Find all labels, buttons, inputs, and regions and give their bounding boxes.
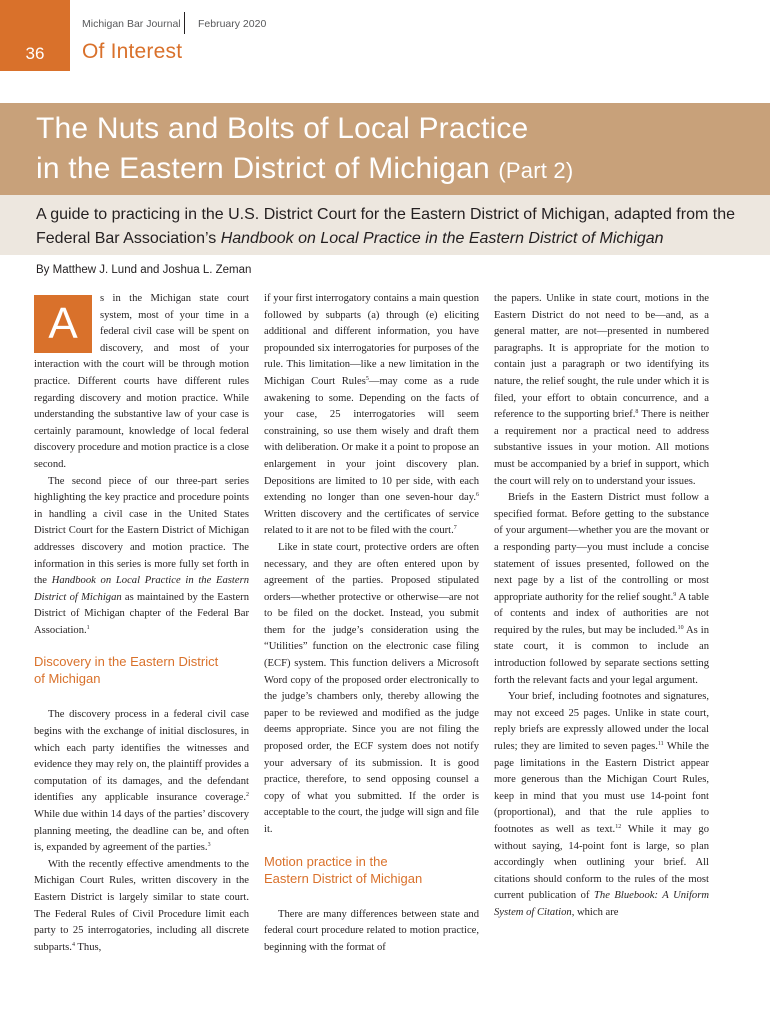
column-3	[494, 291, 709, 922]
paragraph-text: the papers. Unlike in state court, motions in the Eastern District do not need to be—and, as a general matter, are not—presented in numbered paragraphs. It is appropriate for the motion to contain just a paragraph or two identifying its nature, the relief sought, the rule under which it is filed, your effort to obtain concurrence, and a reference to the supporting brief.	[494, 293, 709, 421]
footnote-ref: 10	[677, 624, 684, 631]
footnote-ref: 8	[635, 409, 639, 416]
article-title-line-1: The Nuts and Bolts of Local Practice	[36, 112, 529, 145]
subhead-text: Eastern District of Michigan	[264, 870, 423, 886]
footnote-ref: 9	[673, 591, 677, 598]
paragraph-text: The discovery process in a federal civil case begins with the exchange of initial disclosures, in which each party identifies the witnesses and evidence they may rely on, the plaintiff provides a computation of its damages, and the defendant identifies any applicable insurance coverage.	[34, 709, 249, 804]
paragraph-text: There is neither a requirement nor a practical need to address substantive issues in your motion. All motions must be accompanied by a brief in support, which the court will rely on to understand your issues.	[494, 409, 709, 487]
paragraph-text: Your brief, including footnotes and signatures, may not exceed 25 pages. Unlike in state court, reply briefs are expressly allowed under the local rules; they are limited to seven pages.	[494, 691, 709, 753]
header-divider	[184, 12, 185, 34]
paragraph-text: Like in state court, protective orders are often necessary, and they are often entered upon by agreement of the parties. Proposed stipulated orders—whether protective or otherwise—are not to be filed on the docket. Instead, you submit them for the judge’s consideration using the “Utilities” function on the electronic case filing (ECF) system. This function delivers a Microsoft Word copy of the proposed order electronically to the judge’s chambers only, thereby allowing the paper to be reviewed and modified as the judge deems appropriate. Since you are not filing the proposed order, the ECF system does not notify your adversary of its submission. It is good practice, therefore, to send opposing counsel a copy of what you submitted. If the order is acceptable to the court, the judge will sign and file it.	[264, 541, 479, 835]
subhead-text: of Michigan	[34, 671, 101, 687]
subhead-discovery	[34, 653, 249, 687]
column-2	[264, 291, 479, 956]
paragraph-text: —may come as a rude awakening to some. Depending on the facts of your case, 25 interrogatories will seem constraining, so use them wisely and draft them with deliberation. Or make it a point to propose an enlargement in your joint discovery plan. Depositions are limited to 10 per side, with each extending no longer than one seven-hour day.	[264, 375, 479, 504]
column-1	[34, 291, 249, 956]
section-name: Of Interest	[82, 40, 183, 63]
footnote-ref: 3	[207, 842, 211, 849]
subhead-text: Discovery in the Eastern District	[34, 654, 219, 670]
footnote-ref: 2	[246, 792, 249, 799]
paragraph-text: A table of contents and index of authorities are not required by the rules, but may be included.	[494, 591, 709, 636]
paragraph-text: , which are	[571, 906, 619, 918]
paragraph-text: Briefs in the Eastern District must follow a specified format. Before getting to the substance of your argument—whether you are the movant or a responding party—you must include a concise statement of issues presented, followed on the next page by a list of the controlling or most appropriate authority for the relief sought.	[494, 492, 709, 603]
paragraph-text: While the page limitations in the Eastern District appear more generous than the Michigan Court Rules, keep in mind that you must use 14-point font (proportional), and that the rule applies to footnotes as well as text.	[494, 741, 709, 835]
paragraph-text: s in the Michigan state court system, most of your time in a federal civil case will be spent on discovery, and most of your interaction with the court will be through motion practice. Different courts have different rules regarding discovery and motion practice. While understanding the substantive law of your case is certainly paramount, knowledge of local federal discovery procedure and motion practice is a close second.	[34, 293, 249, 470]
page-number: 36	[25, 44, 45, 63]
paragraph	[494, 490, 709, 689]
paragraph-text: While it may go without saying, 14-point font is large, so plan accordingly when outlining your brief. All citations should conform to the rules of the most current publication of	[494, 824, 709, 902]
footnote-ref: 7	[453, 525, 457, 532]
article-subtitle	[36, 203, 736, 251]
paragraph-text: There are many differences between state and federal court procedure related to motion practice, beginning with the format of	[264, 908, 479, 953]
drop-cap: A	[34, 295, 92, 353]
article-title-part: (Part 2)	[498, 158, 574, 183]
paragraph	[34, 857, 249, 957]
paragraph-text: if your first interrogatory contains a main question followed by subparts (a) through (e) eliciting additional and different information, you have propounded six interrogatories for purposes of the rule. This limitation—like a new limitation in the Michigan Court Rules	[264, 293, 479, 387]
paragraph	[34, 707, 249, 856]
paragraph-text: While due within 14 days of the parties’ discovery planning meeting, the deadline can be, and often is, expanded by agreement of the parties.	[34, 809, 249, 854]
paragraph-text: Thus,	[74, 941, 102, 953]
footnote-ref: 6	[476, 492, 479, 499]
paragraph	[494, 689, 709, 921]
paragraph-text: as maintained by the Eastern District of Michigan chapter of the Federal Bar Association.	[34, 591, 249, 636]
subtitle-italic: Handbook on Local Practice in the Eastern District of Michigan	[220, 230, 664, 247]
paragraph	[34, 474, 249, 640]
footnote-ref: 5	[365, 375, 369, 382]
paragraph	[264, 907, 479, 957]
article-title-line-2-text: in the Eastern District of Michigan	[36, 152, 490, 185]
issue-date: February 2020	[198, 18, 267, 30]
bluebook-title: The Bluebook: A Uniform System of Citation	[494, 890, 709, 918]
paragraph	[494, 291, 709, 490]
paragraph-text: With the recently effective amendments to the Michigan Court Rules, written discovery in the Eastern District is largely similar to state court. The Federal Rules of Civil Procedure limit each party to 25 interrogatories, including all discrete subparts.	[34, 858, 249, 953]
footnote-ref: 4	[71, 941, 75, 948]
handbook-title: Handbook on Local Practice in the Eastern District of Michigan	[34, 575, 249, 603]
paragraph-text: The second piece of our three-part series highlighting the key practice and procedure points in handling a civil case in the United States District Court for the Eastern District of Michigan addresses discovery and motion practice. The information in this series is more fully set forth in the	[34, 475, 249, 587]
paragraph	[264, 540, 479, 839]
journal-name: Michigan Bar Journal	[82, 18, 181, 30]
footnote-ref: 11	[657, 741, 664, 748]
paragraph	[264, 291, 479, 540]
article-title-line-2	[36, 152, 573, 186]
subhead-motion-practice	[264, 853, 479, 887]
subhead-text: Motion practice in the	[264, 853, 388, 869]
paragraph-text: Written discovery and the certificates of service related to it are not to be filed with the court.	[264, 508, 479, 537]
footnote-ref: 1	[86, 624, 90, 631]
byline: By Matthew J. Lund and Joshua L. Zeman	[36, 264, 252, 276]
footnote-ref: 12	[615, 824, 622, 830]
paragraph-text: As in state court, it is common to include an introduction followed by separate sections setting forth the relevant facts and your legal argument.	[494, 624, 709, 686]
subtitle-text: A guide to practicing in the U.S. District Court for the Eastern District of Michigan, adapted from the Federal Bar Association’s	[36, 206, 735, 247]
